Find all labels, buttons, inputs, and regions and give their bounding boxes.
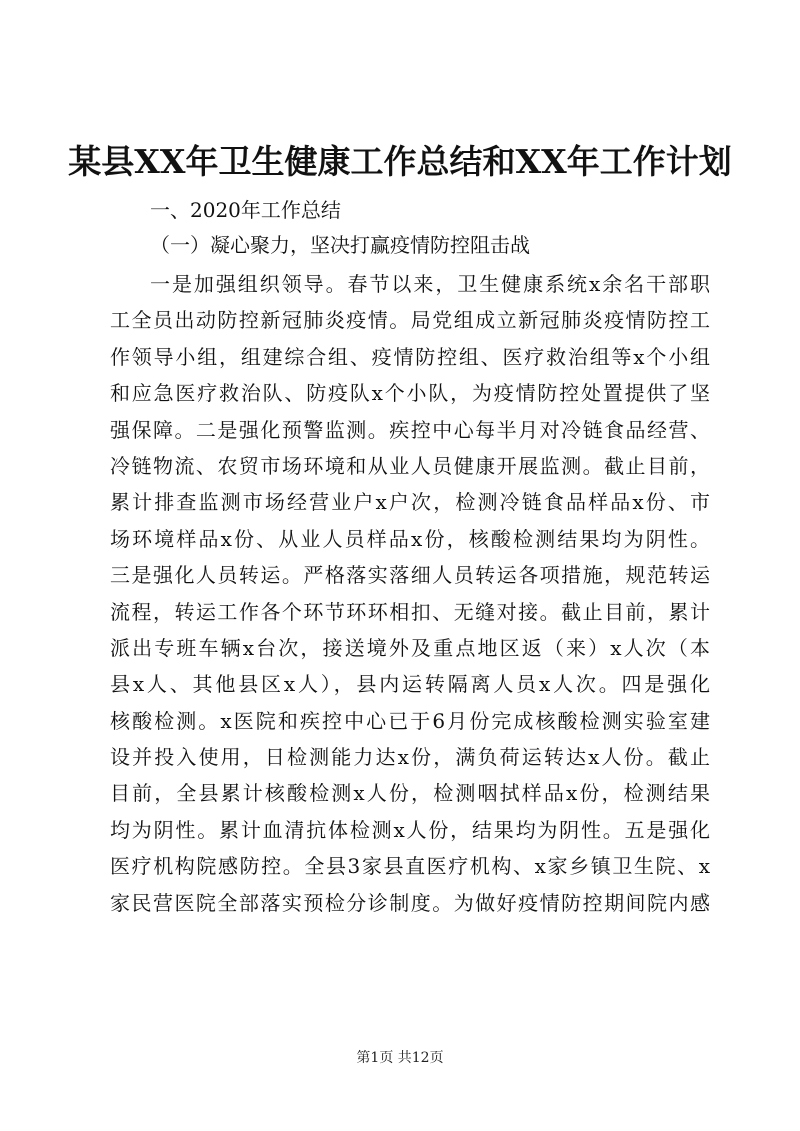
body-line: 三是强化人员转运。严格落实落细人员转运各项措施，规范转运 bbox=[110, 563, 710, 588]
body-line: 场环境样品x份、从业人员样品x份，核酸检测结果均为阴性。 bbox=[110, 526, 710, 551]
body-line: 作领导小组，组建综合组、疫情防控组、医疗救治组等x个小组 bbox=[110, 344, 710, 369]
body-line: 冷链物流、农贸市场环境和从业人员健康开展监测。截止目前， bbox=[110, 453, 710, 478]
body-line: 目前，全县累计核酸检测x人份，检测咽拭样品x份，检测结果 bbox=[110, 781, 710, 806]
body-line: 累计排查监测市场经营业户x户次，检测冷链食品样品x份、市 bbox=[110, 490, 710, 515]
body-line: 家民营医院全部落实预检分诊制度。为做好疫情防控期间院内感 bbox=[110, 890, 710, 915]
body-line: 工全员出动防控新冠肺炎疫情。局党组成立新冠肺炎疫情防控工 bbox=[110, 308, 710, 333]
body-line: 和应急医疗救治队、防疫队x个小队，为疫情防控处置提供了坚 bbox=[110, 381, 710, 406]
body-line: 强保障。二是强化预警监测。疾控中心每半月对冷链食品经营、 bbox=[110, 417, 710, 442]
page-number: 第1页 共12页 bbox=[356, 1050, 444, 1066]
body-line: 医疗机构院感防控。全县3家县直医疗机构、x家乡镇卫生院、x bbox=[110, 854, 710, 879]
body-line: 流程，转运工作各个环节环环相扣、无缝对接。截止目前，累计 bbox=[110, 599, 710, 624]
body-line: 核酸检测。x医院和疾控中心已于6月份完成核酸检测实验室建 bbox=[110, 708, 710, 733]
body-paragraph bbox=[110, 266, 710, 921]
body-line: 县x人、其他县区x人），县内运转隔离人员x人次。四是强化 bbox=[110, 672, 710, 697]
document-title: 某县XX年卫生健康工作总结和XX年工作计划 bbox=[68, 142, 732, 181]
body-line: 派出专班车辆x台次，接送境外及重点地区返（来）x人次（本 bbox=[110, 635, 710, 660]
body-line: 设并投入使用，日检测能力达x份，满负荷运转达x人份。截止 bbox=[110, 745, 710, 770]
body-line: 一是加强组织领导。春节以来，卫生健康系统x余名干部职 bbox=[150, 272, 710, 296]
section-heading: 一、2020年工作总结 bbox=[150, 198, 341, 222]
subsection-heading: （一）凝心聚力，坚决打赢疫情防控阻击战 bbox=[150, 233, 530, 257]
body-line: 均为阴性。累计血清抗体检测x人份，结果均为阴性。五是强化 bbox=[110, 817, 710, 842]
